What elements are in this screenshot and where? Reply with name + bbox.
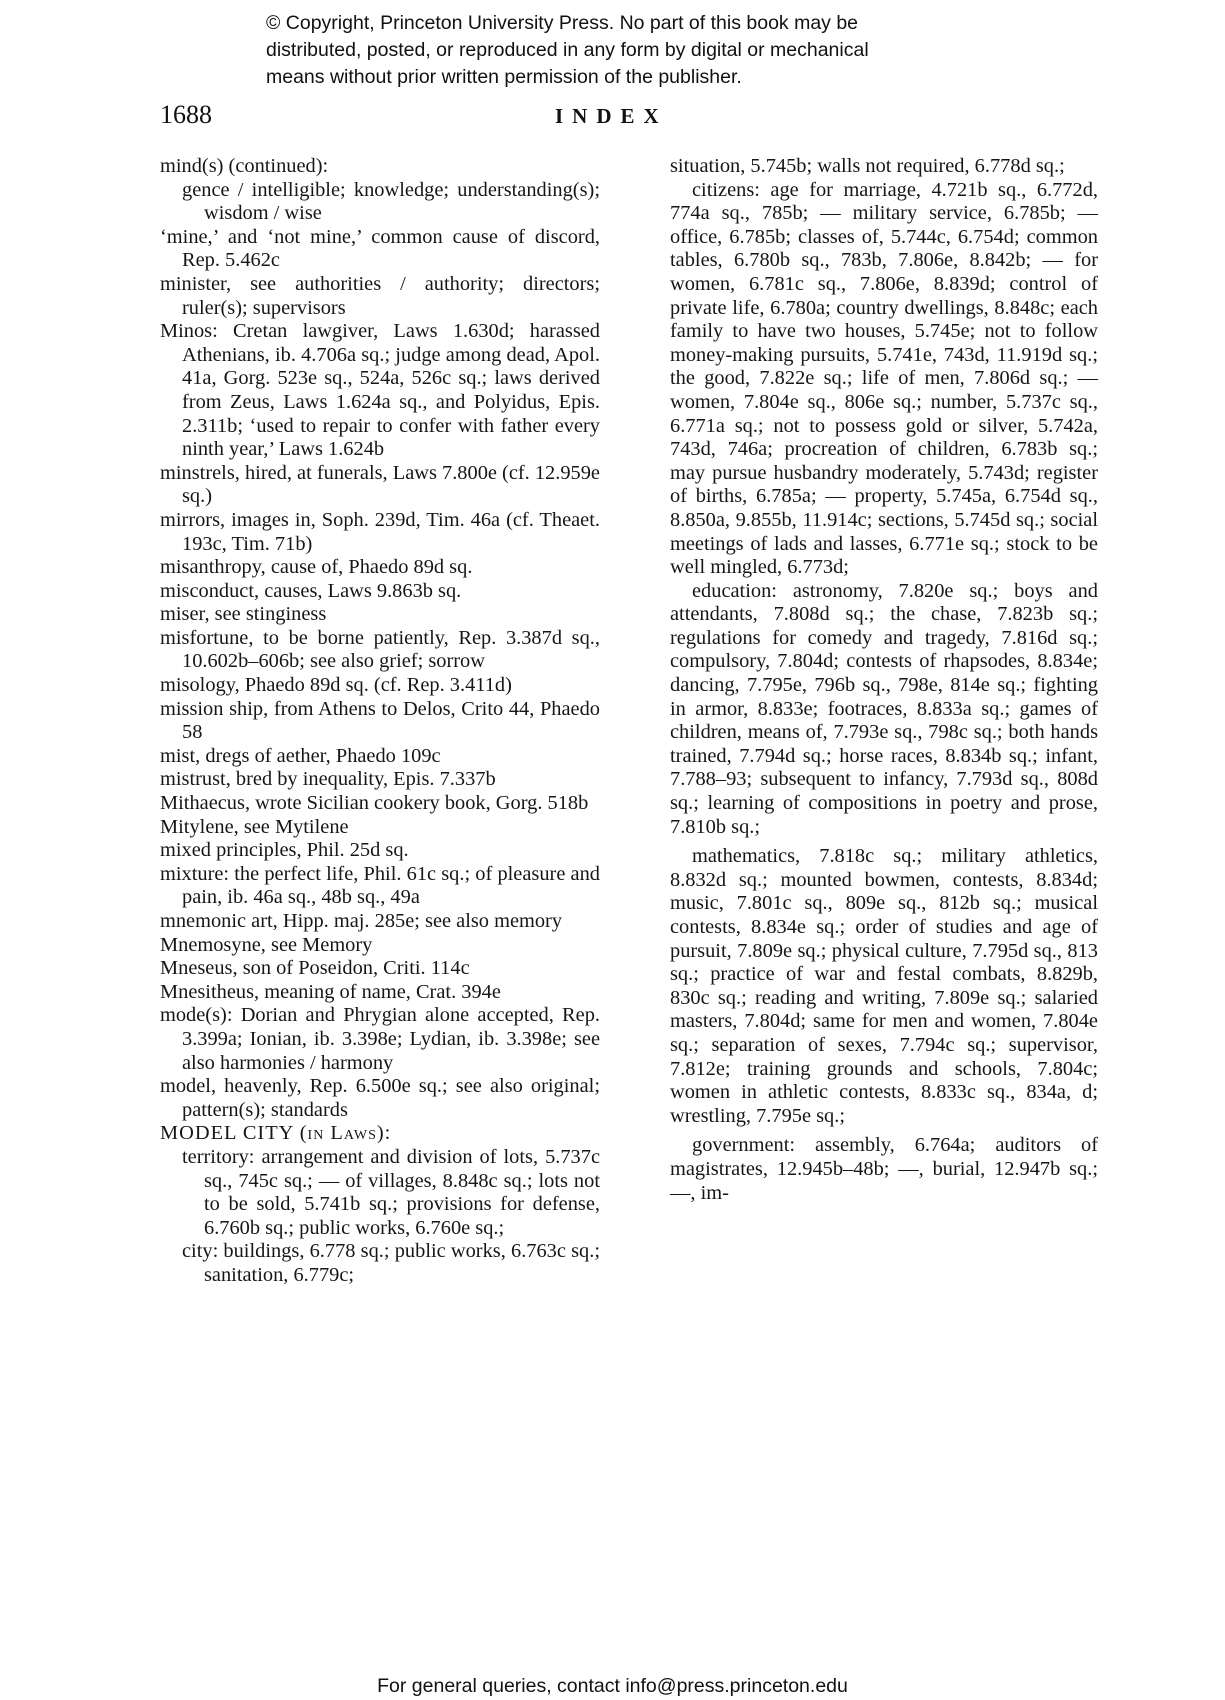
index-entry: minstrels, hired, at funerals, Laws 7.800e (cf. 12.959e sq.)	[160, 461, 600, 508]
index-entry: mixed principles, Phil. 25d sq.	[160, 839, 409, 862]
index-entry: Mitylene, see Mytilene	[160, 815, 349, 838]
index-entry: Mnesitheus, meaning of name, Crat. 394e	[160, 980, 501, 1003]
index-entry: misfortune, to be borne patiently, Rep. 3.387d sq., 10.602b–606b; see also grief; sorrow	[160, 626, 600, 673]
index-subentry: gence / intelligible; knowledge; understanding(s); wisdom / wise	[182, 178, 600, 225]
copyright-line: means without prior written permission of the publisher.	[266, 66, 742, 88]
index-entry: misology, Phaedo 89d sq. (cf. Rep. 3.411d)	[160, 674, 512, 697]
index-entry: misanthropy, cause of, Phaedo 89d sq.	[160, 556, 473, 579]
index-subentry-citizens: citizens: age for marriage, 4.721b sq., 6.772d, 774a sq., 785b; — military service, 6.785b; — office, 6.785b; classes of, 5.744c, 6.754d; common tables, 6.780b sq., 783b, 7.806e, 8.842b; — for women, 6.781c sq., 7.806e, 8.839d; control of private life, 6.780a; country dwellings, 8.848c; each family to have two houses, 5.745e; not to follow money-making pursuits, 5.741e, 743d, 11.919d sq.; the good, 7.822e sq.; life of men, 7.806d sq.; — women, 7.804e sq., 806e sq.; number, 5.737c sq., 6.771a sq.; not to possess gold or silver, 5.742a, 743d, 746a; procreation of children, 6.783b sq.; may pursue husbandry moderately, 5.743d; register of births, 6.785a; — property, 5.745a, 6.754d sq., 8.850a, 9.855b, 11.914c; sections, 5.745d sq.; social meetings of lads and lasses, 6.771e sq.; stock to be well mingled, 6.773d;	[670, 178, 1098, 579]
copyright-notice	[266, 10, 986, 91]
index-entry: mind(s) (continued):	[160, 155, 329, 177]
index-subentry-territory: territory: arrangement and division of lots, 5.737c sq., 745c sq.; — of villages, 8.848c sq.; lots not to be sold, 5.741b sq.; provisions for defense, 6.760b sq.; public works, 6.760e sq.;	[182, 1145, 600, 1239]
index-entry: Mnemosyne, see Memory	[160, 933, 373, 956]
copyright-line: distributed, posted, or reproduced in any form by digital or mechanical	[266, 39, 869, 61]
index-entry: mission ship, from Athens to Delos, Crito 44, Phaedo 58	[160, 697, 600, 744]
index-entry: minister, see authorities / authority; directors; ruler(s); supervisors	[160, 272, 600, 319]
index-entry: mode(s): Dorian and Phrygian alone accepted, Rep. 3.399a; Ionian, ib. 3.398e; Lydian, ib. 3.398e; see also harmonies / harmony	[160, 1004, 600, 1074]
index-subentry-city: city: buildings, 6.778 sq.; public works, 6.763c sq.; sanitation, 6.779c;	[182, 1240, 600, 1286]
index-entry: Mneseus, son of Poseidon, Criti. 114c	[160, 957, 470, 980]
index-entry: mistrust, bred by inequality, Epis. 7.337b	[160, 768, 496, 791]
copyright-line: © Copyright, Princeton University Press. No part of this book may be	[266, 12, 859, 34]
index-entry: mixture: the perfect life, Phil. 61c sq.; of pleasure and pain, ib. 46a sq., 48b sq., 49a	[160, 862, 600, 909]
index-entry: mist, dregs of aether, Phaedo 109c	[160, 744, 441, 767]
running-head: INDEX	[555, 104, 668, 128]
index-entry: model, heavenly, Rep. 6.500e sq.; see also original; pattern(s); standards	[160, 1075, 600, 1121]
index-entry: mnemonic art, Hipp. maj. 285e; see also memory	[160, 910, 563, 932]
index-entry: mirrors, images in, Soph. 239d, Tim. 46a (cf. Theaet. 193c, Tim. 71b)	[160, 508, 600, 555]
index-entry: ‘mine,’ and ‘not mine,’ common cause of discord, Rep. 5.462c	[160, 225, 600, 272]
section-heading-model-city: MODEL CITY (in Laws):	[160, 1122, 392, 1145]
index-subentry-government: government: assembly, 6.764a; auditors of magistrates, 12.945b–48b; —, burial, 12.947b sq.; —, im-	[670, 1134, 1098, 1204]
page-number: 1688	[160, 100, 212, 129]
index-column-left	[160, 155, 600, 1288]
index-entry: Mithaecus, wrote Sicilian cookery book, Gorg. 518b	[160, 792, 589, 815]
index-subentry-education: education: astronomy, 7.820e sq.; boys and attendants, 7.808d sq.; the chase, 7.823b sq.; regulations for comedy and tragedy, 7.816d sq.; compulsory, 7.804d; contests of rhapsodes, 8.834e; dancing, 7.795e, 796b sq., 798e, 814e sq.; fighting in armor, 8.833e; footraces, 8.833a sq.; games of children, means of, 7.793e sq., 798c sq.; both hands trained, 7.794d sq.; horse races, 8.834b sq.; infant, 7.788–93; subsequent to infancy, 7.793d sq., 808d sq.; learning of compositions in poetry and prose, 7.810b sq.;	[670, 579, 1098, 838]
index-entry: miser, see stinginess	[160, 603, 327, 626]
index-subentry-continued: situation, 5.745b; walls not required, 6.778d sq.;	[670, 155, 1065, 177]
index-column-right	[670, 155, 1098, 1205]
index-subentry-mathematics: mathematics, 7.818c sq.; military athletics, 8.832d sq.; mounted bowmen, contests, 8.834d; music, 7.801c sq., 809e sq., 812b sq.; musical contests, 8.834e sq.; order of studies and age of pursuit, 7.809e sq.; physical culture, 7.795d sq., 813 sq.; practice of war and festal combats, 8.829b, 830c sq.; reading and writing, 7.809e sq.; salaried masters, 7.804d; same for men and women, 7.804e sq.; separation of sexes, 7.794c sq.; supervisor, 7.812e; training grounds and schools, 7.804c; women in athletic contests, 8.833c sq., 834a, d; wrestling, 7.795e sq.;	[670, 845, 1098, 1127]
index-entry: Minos: Cretan lawgiver, Laws 1.630d; harassed Athenians, ib. 4.706a sq.; judge among dead, Apol. 41a, Gorg. 523e sq., 524a, 526c sq.; laws derived from Zeus, Laws 1.624a sq., and Polyidus, Epis. 2.311b; ‘used to repair to confer with father every ninth year,’ Laws 1.624b	[160, 320, 600, 461]
index-entry: misconduct, causes, Laws 9.863b sq.	[160, 579, 462, 602]
footer-contact: For general queries, contact info@press.princeton.edu	[377, 1675, 848, 1697]
